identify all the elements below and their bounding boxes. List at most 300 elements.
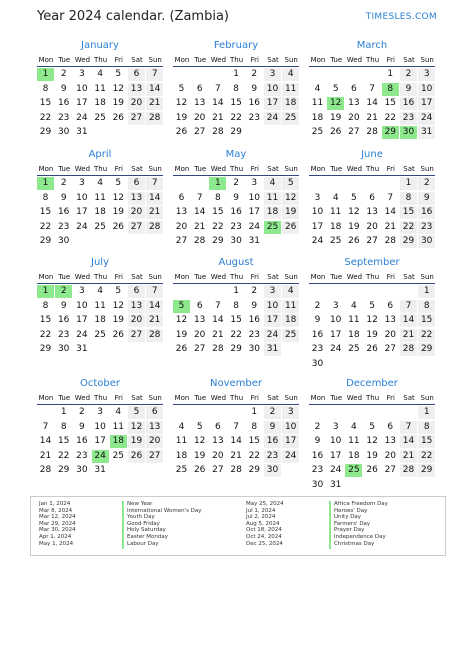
day-cell: 14: [146, 300, 163, 313]
day-cell: 26: [329, 127, 342, 137]
day-cell: 23: [57, 112, 70, 123]
weekday-label: Sun: [284, 273, 298, 281]
weekday-label: Sun: [420, 56, 434, 64]
legend-entry: Good Friday: [127, 520, 160, 527]
day-cell: 15: [57, 436, 70, 446]
day-cell: 24: [264, 329, 281, 342]
weekday-label: Wed: [210, 165, 227, 173]
day-cell: 17: [76, 98, 88, 108]
day-cell: 25: [311, 127, 324, 137]
weekday-label: Fri: [114, 56, 123, 64]
day-cell: 3: [282, 406, 299, 419]
month-january: [37, 40, 163, 150]
day-cell: 22: [39, 329, 52, 340]
day-cell: 28: [146, 329, 163, 342]
day-cell: 10: [329, 436, 342, 446]
weekday-label: Thu: [366, 56, 380, 64]
day-cell: 22: [418, 450, 435, 463]
day-cell: 6: [146, 406, 163, 419]
month-title: December: [346, 378, 398, 389]
weekday-label: Sat: [131, 56, 143, 64]
day-cell: 8: [418, 300, 435, 313]
day-cell: 24: [76, 221, 88, 232]
month-title: March: [356, 40, 388, 51]
day-cell: 13: [146, 421, 163, 434]
day-cell: 13: [193, 98, 206, 108]
day-cell: 18: [311, 112, 324, 123]
day-cell: 30: [264, 464, 281, 477]
day-cell: 16: [230, 207, 242, 217]
weekday-header: [37, 271, 163, 284]
month-march: [309, 40, 435, 150]
day-cell: 26: [175, 127, 188, 137]
day-cell: 16: [264, 435, 281, 448]
day-cell: 4: [282, 68, 299, 81]
weekday-label: Sat: [267, 394, 279, 402]
day-cell: 21: [146, 97, 163, 110]
day-cell: 18: [94, 98, 106, 108]
day-cell: 26: [112, 329, 125, 340]
day-cell: 6: [178, 192, 185, 203]
day-cell: 13: [193, 315, 206, 325]
holiday-day-cell: 25: [264, 221, 281, 234]
day-cell: 5: [196, 421, 203, 432]
day-cell: 28: [400, 343, 417, 356]
weekday-label: Sun: [420, 394, 434, 402]
day-cell: 26: [282, 221, 299, 234]
day-cell: 4: [282, 285, 299, 298]
day-cell: 21: [366, 112, 378, 123]
day-cell: 25: [94, 329, 106, 340]
day-cell: 4: [264, 177, 281, 190]
day-cell: 23: [311, 344, 324, 354]
weekday-label: Tue: [194, 165, 207, 173]
day-cell: 20: [384, 329, 397, 340]
legend-entry: Easter Monday: [127, 533, 168, 540]
day-cell: 23: [248, 329, 261, 340]
weekday-label: Mon: [174, 165, 190, 173]
weekday-label: Tue: [330, 56, 343, 64]
weekday-label: Thu: [94, 273, 108, 281]
day-cell: 16: [76, 436, 88, 446]
day-cell: 28: [212, 127, 224, 137]
day-cell: 23: [418, 221, 435, 234]
day-cell: 27: [128, 329, 145, 342]
day-cell: 29: [400, 235, 417, 248]
day-cell: 9: [60, 83, 67, 94]
day-cell: 9: [233, 192, 239, 203]
day-cell: 28: [146, 112, 163, 125]
day-cell: 16: [248, 315, 261, 325]
day-cell: 22: [212, 221, 224, 232]
day-cell: 24: [311, 236, 324, 246]
day-cell: 6: [128, 177, 145, 190]
day-cell: 17: [329, 329, 342, 340]
weekday-label: Thu: [366, 273, 380, 281]
day-cell: 30: [57, 344, 70, 354]
holiday-day-cell: 8: [382, 83, 399, 96]
weekday-label: Sun: [148, 56, 162, 64]
weekday-label: Sat: [267, 273, 279, 281]
day-cell: 4: [178, 421, 185, 432]
legend-entry: Farmers' Day: [334, 520, 371, 527]
legend-entry: Mar 8, 2024: [39, 507, 73, 514]
day-cell: 10: [76, 300, 88, 311]
day-cell: 13: [366, 207, 378, 217]
day-cell: 29: [418, 464, 435, 477]
weekday-label: Fri: [386, 394, 395, 402]
day-cell: 14: [146, 83, 163, 96]
day-cell: 1: [418, 406, 435, 419]
day-cell: 24: [282, 450, 299, 463]
weekday-label: Wed: [74, 273, 91, 281]
day-cell: 24: [329, 465, 342, 475]
weekday-label: Sun: [284, 165, 298, 173]
day-cell: 14: [400, 314, 417, 327]
day-cell: 20: [193, 329, 206, 340]
day-cell: 19: [366, 329, 378, 340]
day-cell: 20: [212, 450, 224, 461]
day-cell: 22: [230, 112, 242, 123]
day-cell: 4: [332, 192, 339, 203]
day-cell: 8: [42, 300, 49, 311]
day-cell: 12: [175, 98, 188, 108]
day-cell: 10: [311, 207, 324, 217]
day-cell: 14: [146, 192, 163, 205]
weekday-label: Sat: [131, 394, 143, 402]
day-cell: 20: [193, 112, 206, 123]
day-cell: 11: [348, 315, 360, 325]
weekday-header: [173, 392, 299, 405]
weekday-label: Mon: [310, 394, 326, 402]
day-cell: 21: [212, 112, 224, 123]
day-cell: 23: [57, 329, 70, 340]
day-cell: 11: [94, 83, 106, 94]
day-cell: 22: [400, 221, 417, 234]
day-cell: 3: [264, 68, 281, 81]
day-cell: 15: [39, 207, 52, 217]
month-april: [37, 149, 163, 259]
day-cell: 25: [282, 329, 299, 342]
day-cell: 2: [60, 178, 67, 188]
holiday-day-cell: 1: [37, 68, 54, 81]
day-cell: 9: [60, 192, 67, 203]
day-cell: 17: [264, 97, 281, 110]
weekday-label: Tue: [58, 165, 71, 173]
day-cell: 2: [264, 406, 281, 419]
day-cell: 26: [112, 221, 125, 232]
weekday-header: [37, 54, 163, 67]
holiday-day-cell: 1: [209, 177, 226, 190]
day-cell: 10: [418, 83, 435, 96]
day-cell: 13: [384, 315, 397, 325]
day-cell: 24: [264, 112, 281, 125]
day-cell: 28: [384, 236, 397, 246]
day-cell: 25: [94, 112, 106, 123]
day-cell: 31: [264, 343, 281, 356]
day-cell: 3: [264, 285, 281, 298]
day-cell: 15: [230, 98, 242, 108]
weekday-label: Thu: [94, 394, 108, 402]
day-cell: 21: [146, 206, 163, 219]
day-cell: 18: [175, 450, 188, 461]
day-cell: 1: [233, 69, 239, 79]
day-cell: 17: [76, 207, 88, 217]
day-cell: 24: [418, 112, 435, 125]
weekday-label: Tue: [58, 394, 71, 402]
day-cell: 20: [128, 314, 145, 327]
day-cell: 3: [418, 68, 435, 81]
day-cell: 27: [348, 127, 360, 137]
day-cell: 8: [42, 192, 49, 203]
holiday-day-cell: 5: [173, 300, 190, 313]
day-cell: 12: [366, 315, 378, 325]
legend-entry: May 1, 2024: [39, 540, 74, 547]
month-title: February: [213, 40, 259, 51]
day-cell: 6: [196, 83, 203, 94]
legend-entry: Oct 24, 2024: [246, 533, 282, 540]
day-cell: 21: [384, 221, 397, 232]
day-cell: 17: [248, 207, 261, 217]
day-cell: 5: [282, 177, 299, 190]
day-cell: 29: [418, 343, 435, 356]
day-cell: 15: [39, 315, 52, 325]
day-cell: 5: [115, 286, 122, 296]
holiday-day-cell: 12: [327, 97, 344, 110]
day-cell: 25: [329, 236, 342, 246]
day-cell: 21: [39, 450, 52, 461]
day-cell: 25: [348, 344, 360, 354]
weekday-header: [173, 54, 299, 67]
day-cell: 19: [128, 435, 145, 448]
weekday-label: Sat: [131, 273, 143, 281]
day-cell: 20: [175, 221, 188, 232]
weekday-label: Wed: [210, 394, 227, 402]
day-cell: 12: [112, 300, 125, 311]
legend-entry: New Year: [127, 501, 153, 507]
month-june: [309, 149, 435, 259]
day-cell: 7: [215, 300, 221, 311]
day-cell: 27: [175, 236, 188, 246]
day-cell: 30: [311, 479, 324, 490]
day-cell: 31: [94, 465, 106, 475]
month-title: September: [344, 257, 400, 268]
day-cell: 7: [42, 421, 49, 432]
day-cell: 27: [128, 221, 145, 234]
month-title: July: [91, 257, 109, 268]
weekday-header: [173, 271, 299, 284]
weekday-label: Mon: [174, 56, 190, 64]
weekday-label: Wed: [74, 394, 91, 402]
page-title: Year 2024 calendar. (Zambia): [37, 9, 229, 24]
day-cell: 4: [97, 69, 103, 79]
weekday-header: [309, 271, 435, 284]
legend-right-names: [334, 501, 388, 547]
day-cell: 12: [366, 436, 378, 446]
day-cell: 7: [146, 68, 163, 81]
day-cell: 19: [175, 329, 188, 340]
day-cell: 13: [128, 83, 145, 96]
day-cell: 22: [230, 329, 242, 340]
day-cell: 5: [351, 192, 357, 203]
day-cell: 9: [60, 300, 67, 311]
day-cell: 30: [76, 465, 88, 475]
weekday-label: Mon: [310, 56, 326, 64]
day-cell: 21: [230, 450, 242, 461]
weekday-label: Wed: [346, 273, 363, 281]
day-cell: 18: [282, 314, 299, 327]
day-cell: 30: [230, 236, 242, 246]
weekday-label: Thu: [366, 394, 380, 402]
weekday-label: Sat: [131, 165, 143, 173]
weekday-label: Mon: [38, 165, 54, 173]
weekday-label: Wed: [210, 273, 227, 281]
day-cell: 20: [366, 221, 378, 232]
day-cell: 11: [112, 421, 125, 432]
day-cell: 30: [248, 344, 261, 354]
day-cell: 22: [57, 450, 70, 461]
day-cell: 31: [329, 479, 342, 490]
weekday-header: [309, 54, 435, 67]
weekday-label: Tue: [194, 394, 207, 402]
weekday-label: Fri: [250, 56, 259, 64]
day-cell: 21: [212, 329, 224, 340]
day-cell: 19: [329, 112, 342, 123]
weekday-label: Tue: [58, 56, 71, 64]
day-cell: 15: [248, 436, 261, 446]
day-cell: 1: [418, 285, 435, 298]
day-cell: 4: [351, 300, 357, 311]
day-cell: 8: [400, 192, 417, 205]
holiday-day-cell: 29: [382, 126, 399, 139]
day-cell: 30: [418, 235, 435, 248]
day-cell: 7: [196, 192, 203, 203]
day-cell: 9: [264, 421, 281, 434]
day-cell: 26: [112, 112, 125, 123]
day-cell: 8: [233, 83, 239, 94]
legend-right-bar: [329, 501, 331, 549]
day-cell: 1: [400, 177, 417, 190]
weekday-label: Sat: [267, 56, 279, 64]
day-cell: 29: [248, 465, 261, 475]
legend-entry: Holy Saturday: [127, 527, 166, 534]
day-cell: 16: [248, 98, 261, 108]
month-july: [37, 257, 163, 367]
day-cell: 30: [57, 127, 70, 137]
day-cell: 7: [369, 83, 375, 94]
day-cell: 13: [175, 207, 188, 217]
day-cell: 26: [348, 236, 360, 246]
day-cell: 26: [175, 344, 188, 354]
day-cell: 22: [384, 112, 397, 123]
day-cell: 27: [384, 465, 397, 475]
day-cell: 19: [193, 450, 206, 461]
month-title: November: [209, 378, 263, 389]
day-cell: 8: [215, 192, 221, 203]
legend-entry: Prayer Day: [334, 527, 365, 534]
day-cell: 18: [329, 221, 342, 232]
day-cell: 29: [57, 465, 70, 475]
day-cell: 15: [384, 98, 397, 108]
weekday-label: Thu: [230, 394, 244, 402]
day-cell: 2: [79, 407, 85, 417]
day-cell: 23: [311, 465, 324, 475]
weekday-label: Sun: [148, 394, 162, 402]
weekday-label: Fri: [250, 394, 259, 402]
legend-entry: Mar 30, 2024: [39, 527, 76, 534]
weekday-label: Fri: [386, 165, 395, 173]
day-cell: 28: [366, 127, 378, 137]
weekday-label: Thu: [94, 56, 108, 64]
day-cell: 6: [128, 68, 145, 81]
day-cell: 19: [282, 206, 299, 219]
legend-entry: Jul 1, 2024: [246, 507, 276, 514]
weekday-header: [309, 163, 435, 176]
day-cell: 27: [193, 127, 206, 137]
day-cell: 12: [112, 83, 125, 94]
day-cell: 26: [366, 344, 378, 354]
site-link[interactable]: TIMESLES.COM: [365, 12, 437, 22]
day-cell: 3: [79, 286, 85, 296]
day-cell: 26: [193, 465, 206, 475]
weekday-header: [37, 392, 163, 405]
weekday-label: Tue: [194, 56, 207, 64]
day-cell: 5: [332, 83, 339, 94]
day-cell: 18: [348, 329, 360, 340]
month-december: [309, 378, 435, 488]
month-august: [173, 257, 299, 367]
month-title: August: [218, 257, 254, 268]
weekday-label: Mon: [310, 165, 326, 173]
day-cell: 17: [264, 314, 281, 327]
day-cell: 10: [264, 83, 281, 96]
day-cell: 15: [230, 315, 242, 325]
day-cell: 19: [112, 98, 125, 108]
day-cell: 10: [282, 421, 299, 434]
day-cell: 6: [387, 421, 394, 432]
day-cell: 19: [112, 207, 125, 217]
weekday-label: Fri: [386, 273, 395, 281]
weekday-label: Tue: [330, 165, 343, 173]
day-cell: 15: [212, 207, 224, 217]
day-cell: 26: [366, 465, 378, 475]
legend-entry: Mar 12, 2024: [39, 514, 76, 521]
weekday-label: Fri: [114, 394, 123, 402]
weekday-header: [37, 163, 163, 176]
weekday-label: Mon: [38, 56, 54, 64]
legend-entry: Christmas Day: [334, 540, 375, 547]
day-cell: 18: [282, 97, 299, 110]
day-cell: 4: [314, 83, 321, 94]
month-may: [173, 149, 299, 259]
day-cell: 11: [264, 192, 281, 205]
month-title: June: [361, 149, 383, 160]
day-cell: 1: [387, 69, 394, 79]
day-cell: 7: [146, 177, 163, 190]
day-cell: 19: [366, 450, 378, 461]
day-cell: 2: [314, 300, 321, 311]
day-cell: 8: [42, 83, 49, 94]
day-cell: 10: [94, 421, 106, 432]
day-cell: 5: [115, 178, 122, 188]
day-cell: 23: [57, 221, 70, 232]
weekday-label: Fri: [250, 273, 259, 281]
weekday-label: Sun: [284, 394, 298, 402]
day-cell: 11: [329, 207, 342, 217]
day-cell: 13: [384, 436, 397, 446]
day-cell: 10: [76, 83, 88, 94]
weekday-label: Wed: [74, 165, 91, 173]
